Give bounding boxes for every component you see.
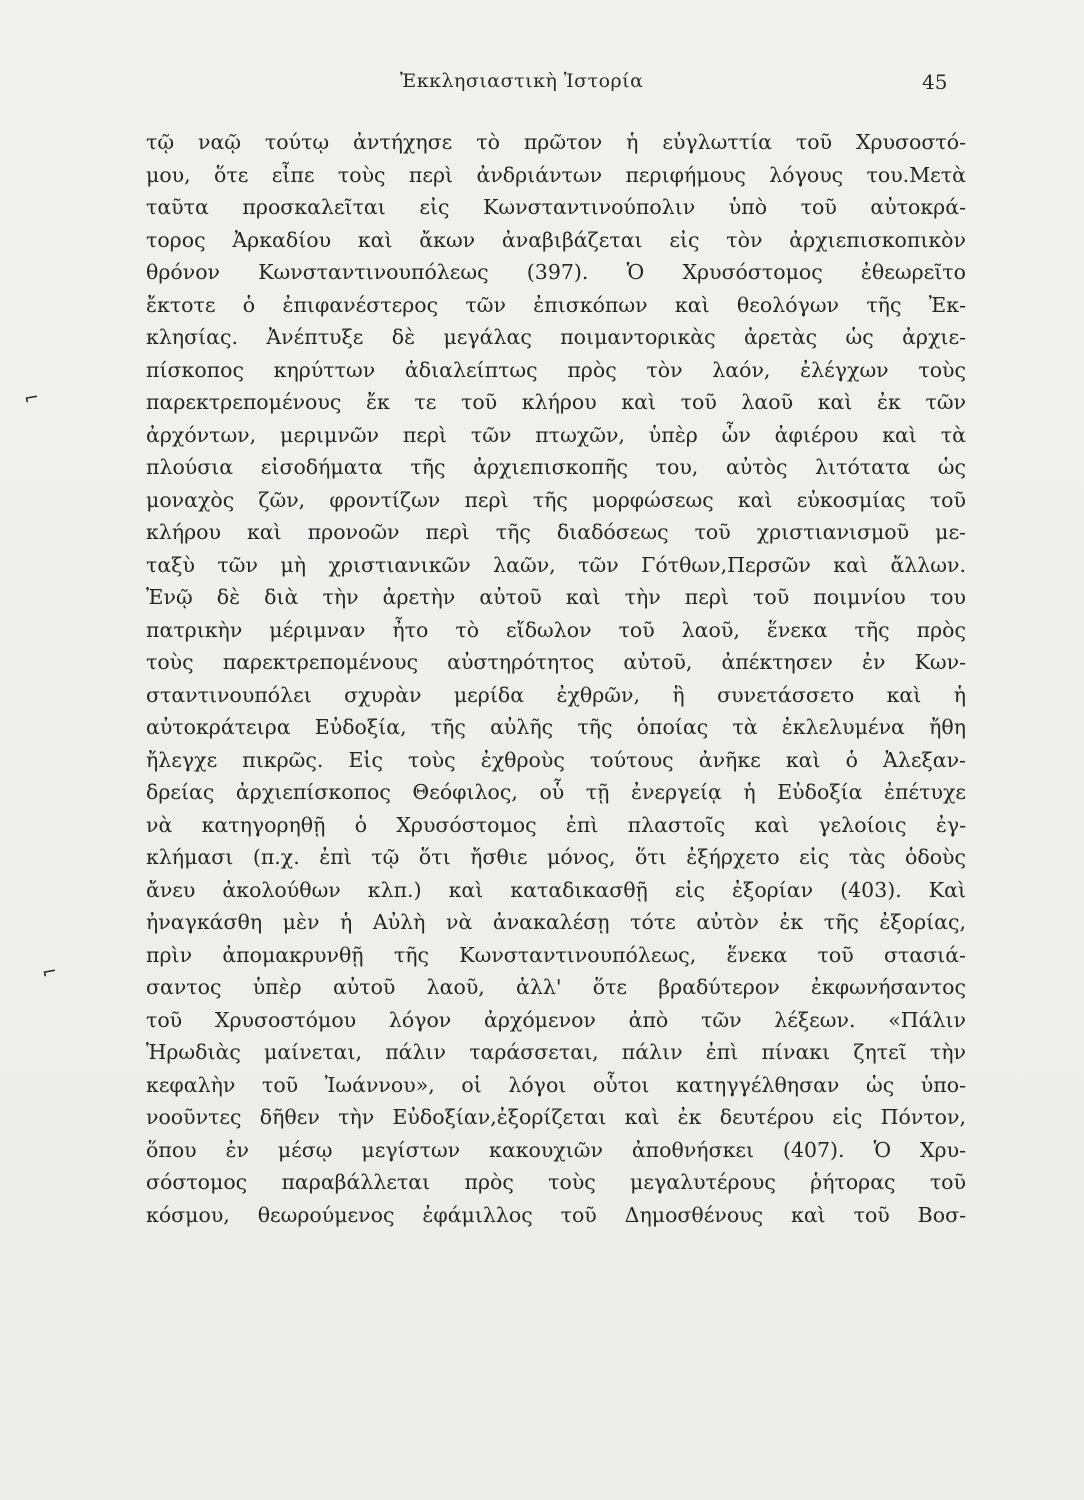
text-line: κεφαλὴν τοῦ Ἰωάννου», οἱ λόγοι οὗτοι κατηγγέλθησαν ὡς ὑπο- [146, 1072, 966, 1097]
running-header [0, 70, 1084, 100]
text-line: κλήμασι (π.χ. ἐπὶ τῷ ὅτι ἤσθιε μόνος, ὅτι ἐξήρχετο εἰς τὰς ὁδοὺς [146, 845, 966, 869]
text-line: ἄνευ ἀκολούθων κλπ.) καὶ καταδικασθῇ εἰς ἐξορίαν (403). Καὶ [146, 877, 966, 902]
text-line: ἤλεγχε πικρῶς. Εἰς τοὺς ἐχθροὺς τούτους ἀνῆκε καὶ ὁ Ἀλεξαν- [146, 747, 966, 772]
text-line: τῷ ναῷ τούτῳ ἀντήχησε τὸ πρῶτον ἡ εὐγλωττία τοῦ Χρυσοστό- [146, 130, 966, 154]
text-line: σαντος ὑπὲρ αὐτοῦ λαοῦ, ἀλλ' ὅτε βραδύτερον ἐκφωνήσαντος [146, 975, 966, 999]
text-line: ὅπου ἐν μέσῳ μεγίστων κακουχιῶν ἀποθνήσκει (407). Ὁ Χρυ- [146, 1137, 966, 1162]
text-line: κόσμου, θεωρούμενος ἐφάμιλλος τοῦ Δημοσθένους καὶ τοῦ Βοσ- [146, 1202, 966, 1227]
text-line: μου, ὅτε εἶπε τοὺς περὶ ἀνδριάντων περιφήμους λόγους του.Μετὰ [146, 162, 966, 187]
text-line: ταῦτα προσκαλεῖται εἰς Κωνσταντινούπολιν ὑπὸ τοῦ αὐτοκρά- [146, 195, 966, 219]
text-line: πρὶν ἀπομακρυνθῇ τῆς Κωνσταντινουπόλεως, ἕνεκα τοῦ στασιά- [146, 942, 966, 967]
margin-mark: ⌐ [40, 960, 59, 985]
text-line: ἠναγκάσθη μὲν ἡ Αὐλὴ νὰ ἀνακαλέσῃ τότε αὐτὸν ἐκ τῆς ἐξορίας, [146, 910, 966, 934]
text-line: ἔκτοτε ὁ ἐπιφανέστερος τῶν ἐπισκόπων καὶ θεολόγων τῆς Ἐκ- [146, 292, 966, 317]
text-line: νοοῦντες δῆθεν τὴν Εὐδοξίαν,ἐξορίζεται καὶ ἐκ δευτέρου εἰς Πόντον, [146, 1105, 966, 1129]
text-line: παρεκτρεπομένους ἔκ τε τοῦ κλήρου καὶ τοῦ λαοῦ καὶ ἐκ τῶν [146, 390, 966, 414]
body-text [146, 126, 966, 1231]
text-line: Ἐνῷ δὲ διὰ τὴν ἀρετὴν αὐτοῦ καὶ τὴν περὶ τοῦ ποιμνίου του [146, 585, 966, 609]
text-line: θρόνον Κωνσταντινουπόλεως (397). Ὁ Χρυσόστομος ἐθεωρεῖτο [146, 260, 966, 284]
text-line: ταξὺ τῶν μὴ χριστιανικῶν λαῶν, τῶν Γότθων,Περσῶν καὶ ἄλλων. [146, 552, 966, 577]
text-line: μοναχὸς ζῶν, φροντίζων περὶ τῆς μορφώσεως καὶ εὐκοσμίας τοῦ [146, 487, 966, 512]
text-line: κλησίας. Ἀνέπτυξε δὲ μεγάλας ποιμαντορικὰς ἀρετὰς ὡς ἀρχιε- [146, 325, 966, 349]
text-line: κλήρου καὶ προνοῶν περὶ τῆς διαδόσεως τοῦ χριστιανισμοῦ με- [146, 520, 966, 544]
text-line: ἀρχόντων, μεριμνῶν περὶ τῶν πτωχῶν, ὑπὲρ ὧν ἀφιέρου καὶ τὰ [146, 422, 966, 447]
text-line: σόστομος παραβάλλεται πρὸς τοὺς μεγαλυτέρους ῥήτορας τοῦ [146, 1170, 966, 1194]
text-line: νὰ κατηγορηθῇ ὁ Χρυσόστομος ἐπὶ πλαστοῖς καὶ γελοίοις ἐγ- [146, 812, 966, 837]
running-title: Ἐκκλησιαστικὴ Ἱστορία [400, 70, 644, 92]
text-line: δρείας ἀρχιεπίσκοπος Θεόφιλος, οὗ τῇ ἐνεργείᾳ ἡ Εὐδοξία ἐπέτυχε [146, 780, 966, 804]
page-number: 45 [922, 70, 948, 94]
text-line: τοὺς παρεκτρεπομένους αὐστηρότητος αὐτοῦ, ἀπέκτησεν ἐν Κων- [146, 650, 966, 674]
text-line: αὐτοκράτειρα Εὐδοξία, τῆς αὐλῆς τῆς ὁποίας τὰ ἐκλελυμένα ἤθη [146, 715, 966, 739]
text-line: πατρικὴν μέριμναν ἦτο τὸ εἴδωλον τοῦ λαοῦ, ἕνεκα τῆς πρὸς [146, 617, 966, 642]
text-line: Ἡρωδιὰς μαίνεται, πάλιν ταράσσεται, πάλιν ἐπὶ πίνακι ζητεῖ τὴν [146, 1040, 966, 1064]
text-line: τορος Ἀρκαδίου καὶ ἄκων ἀναβιβάζεται εἰς τὸν ἀρχιεπισκοπικὸν [146, 227, 966, 252]
margin-mark: ⌐ [22, 386, 41, 411]
text-line: πλούσια εἰσοδήματα τῆς ἀρχιεπισκοπῆς του, αὐτὸς λιτότατα ὡς [146, 455, 966, 479]
text-line: σταντινουπόλει σχυρὰν μερίδα ἐχθρῶν, ἣ συνετάσσετο καὶ ἡ [146, 682, 966, 707]
text-line: πίσκοπος κηρύττων ἀδιαλείπτως πρὸς τὸν λαόν, ἐλέγχων τοὺς [146, 357, 966, 382]
text-line: τοῦ Χρυσοστόμου λόγον ἀρχόμενον ἀπὸ τῶν λέξεων. «Πάλιν [146, 1007, 966, 1032]
